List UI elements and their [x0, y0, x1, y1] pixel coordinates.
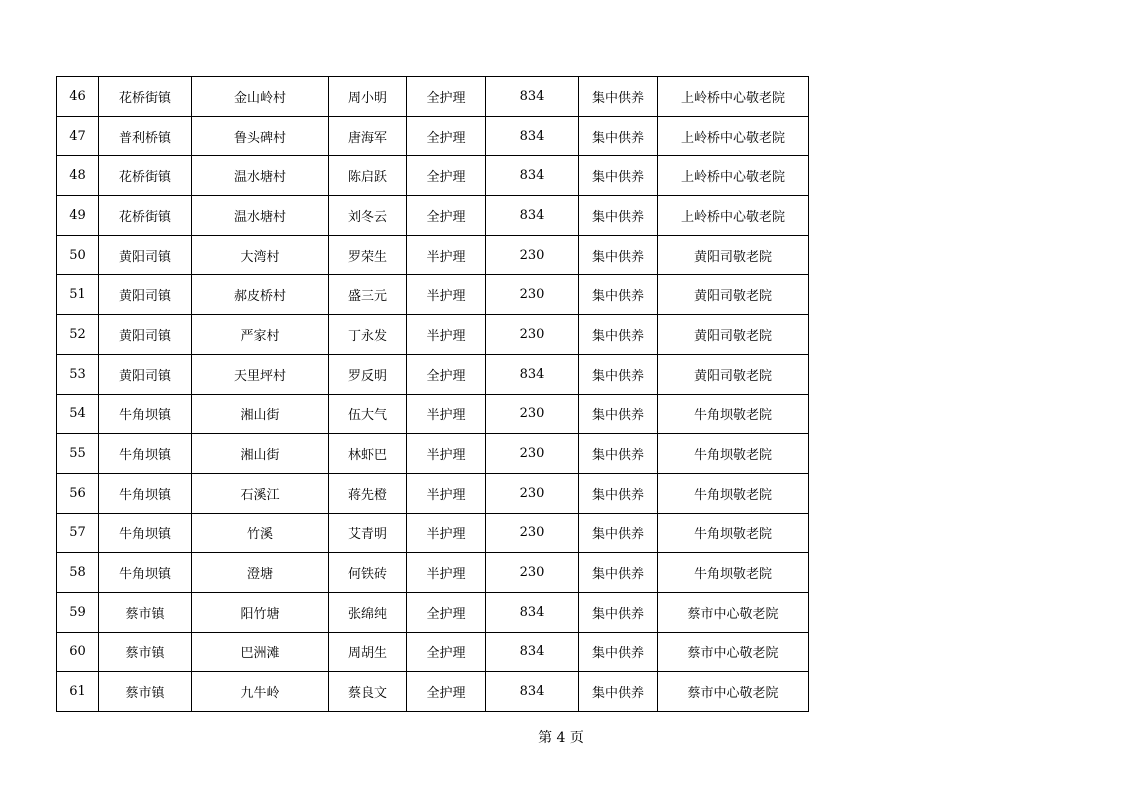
care-level-cell: 全护理	[407, 196, 486, 236]
amount-cell: 230	[486, 473, 579, 513]
town-cell: 黄阳司镇	[99, 354, 192, 394]
amount-cell: 834	[486, 672, 579, 712]
row-number-cell: 51	[57, 275, 99, 315]
nursing-home-cell: 黄阳司敬老院	[658, 315, 809, 355]
person-name-cell: 陈启跃	[329, 156, 407, 196]
town-cell: 牛角坝镇	[99, 513, 192, 553]
table-row	[57, 354, 809, 394]
page-number: 第 4 页	[538, 730, 584, 746]
row-number-cell: 46	[57, 77, 99, 117]
village-cell: 天里坪村	[192, 354, 329, 394]
care-level-cell: 全护理	[407, 632, 486, 672]
person-name-cell: 唐海军	[329, 116, 407, 156]
row-number-cell: 58	[57, 553, 99, 593]
support-type-cell: 集中供养	[579, 156, 658, 196]
care-level-cell: 半护理	[407, 513, 486, 553]
village-cell: 澄塘	[192, 553, 329, 593]
town-cell: 黄阳司镇	[99, 235, 192, 275]
care-level-cell: 半护理	[407, 553, 486, 593]
support-type-cell: 集中供养	[579, 473, 658, 513]
nursing-home-cell: 上岭桥中心敬老院	[658, 196, 809, 236]
town-cell: 牛角坝镇	[99, 553, 192, 593]
nursing-home-cell: 蔡市中心敬老院	[658, 632, 809, 672]
row-number-cell: 59	[57, 592, 99, 632]
town-cell: 普利桥镇	[99, 116, 192, 156]
nursing-home-cell: 牛角坝敬老院	[658, 434, 809, 474]
village-cell: 郝皮桥村	[192, 275, 329, 315]
town-cell: 黄阳司镇	[99, 275, 192, 315]
support-type-cell: 集中供养	[579, 394, 658, 434]
town-cell: 花桥街镇	[99, 156, 192, 196]
support-type-cell: 集中供养	[579, 235, 658, 275]
person-name-cell: 周胡生	[329, 632, 407, 672]
row-number-cell: 55	[57, 434, 99, 474]
amount-cell: 834	[486, 77, 579, 117]
nursing-home-cell: 黄阳司敬老院	[658, 275, 809, 315]
support-type-cell: 集中供养	[579, 592, 658, 632]
person-name-cell: 伍大气	[329, 394, 407, 434]
town-cell: 蔡市镇	[99, 672, 192, 712]
care-level-cell: 半护理	[407, 434, 486, 474]
nursing-home-cell: 牛角坝敬老院	[658, 394, 809, 434]
row-number-cell: 61	[57, 672, 99, 712]
table-row	[57, 156, 809, 196]
care-level-cell: 全护理	[407, 116, 486, 156]
amount-cell: 834	[486, 156, 579, 196]
nursing-home-cell: 上岭桥中心敬老院	[658, 77, 809, 117]
village-cell: 竹溪	[192, 513, 329, 553]
support-type-cell: 集中供养	[579, 354, 658, 394]
table-row	[57, 632, 809, 672]
amount-cell: 230	[486, 434, 579, 474]
row-number-cell: 52	[57, 315, 99, 355]
table-row	[57, 592, 809, 632]
amount-cell: 230	[486, 235, 579, 275]
care-level-cell: 全护理	[407, 77, 486, 117]
village-cell: 湘山街	[192, 394, 329, 434]
row-number-cell: 53	[57, 354, 99, 394]
person-name-cell: 丁永发	[329, 315, 407, 355]
care-level-cell: 半护理	[407, 473, 486, 513]
table-row	[57, 77, 809, 117]
amount-cell: 230	[486, 513, 579, 553]
row-number-cell: 47	[57, 116, 99, 156]
support-type-cell: 集中供养	[579, 116, 658, 156]
table-row	[57, 235, 809, 275]
table-row	[57, 553, 809, 593]
person-name-cell: 张绵纯	[329, 592, 407, 632]
nursing-home-cell: 牛角坝敬老院	[658, 513, 809, 553]
village-cell: 严家村	[192, 315, 329, 355]
row-number-cell: 54	[57, 394, 99, 434]
village-cell: 阳竹塘	[192, 592, 329, 632]
nursing-home-cell: 蔡市中心敬老院	[658, 672, 809, 712]
village-cell: 大湾村	[192, 235, 329, 275]
row-number-cell: 57	[57, 513, 99, 553]
village-cell: 石溪江	[192, 473, 329, 513]
town-cell: 蔡市镇	[99, 632, 192, 672]
support-type-cell: 集中供养	[579, 315, 658, 355]
amount-cell: 834	[486, 196, 579, 236]
care-level-cell: 半护理	[407, 315, 486, 355]
town-cell: 牛角坝镇	[99, 434, 192, 474]
amount-cell: 230	[486, 315, 579, 355]
support-type-cell: 集中供养	[579, 196, 658, 236]
care-level-cell: 全护理	[407, 592, 486, 632]
row-number-cell: 56	[57, 473, 99, 513]
person-name-cell: 罗荣生	[329, 235, 407, 275]
village-cell: 金山岭村	[192, 77, 329, 117]
row-number-cell: 60	[57, 632, 99, 672]
table-row	[57, 275, 809, 315]
village-cell: 鲁头碑村	[192, 116, 329, 156]
village-cell: 湘山街	[192, 434, 329, 474]
row-number-cell: 50	[57, 235, 99, 275]
support-type-cell: 集中供养	[579, 553, 658, 593]
amount-cell: 230	[486, 553, 579, 593]
table-row	[57, 434, 809, 474]
person-name-cell: 艾青明	[329, 513, 407, 553]
care-level-cell: 半护理	[407, 235, 486, 275]
row-number-cell: 48	[57, 156, 99, 196]
support-type-cell: 集中供养	[579, 513, 658, 553]
care-level-cell: 全护理	[407, 156, 486, 196]
roster-body	[57, 77, 809, 712]
care-level-cell: 半护理	[407, 394, 486, 434]
care-level-cell: 全护理	[407, 354, 486, 394]
amount-cell: 230	[486, 275, 579, 315]
nursing-home-cell: 牛角坝敬老院	[658, 553, 809, 593]
table-row	[57, 116, 809, 156]
village-cell: 温水塘村	[192, 196, 329, 236]
amount-cell: 230	[486, 394, 579, 434]
table-row	[57, 513, 809, 553]
person-name-cell: 盛三元	[329, 275, 407, 315]
person-name-cell: 周小明	[329, 77, 407, 117]
town-cell: 花桥街镇	[99, 77, 192, 117]
nursing-home-cell: 黄阳司敬老院	[658, 235, 809, 275]
town-cell: 牛角坝镇	[99, 473, 192, 513]
table-row	[57, 394, 809, 434]
town-cell: 牛角坝镇	[99, 394, 192, 434]
amount-cell: 834	[486, 632, 579, 672]
table-row	[57, 672, 809, 712]
person-name-cell: 林虾巴	[329, 434, 407, 474]
town-cell: 蔡市镇	[99, 592, 192, 632]
amount-cell: 834	[486, 354, 579, 394]
nursing-home-cell: 蔡市中心敬老院	[658, 592, 809, 632]
support-type-cell: 集中供养	[579, 434, 658, 474]
village-cell: 巴洲滩	[192, 632, 329, 672]
person-name-cell: 何铁砖	[329, 553, 407, 593]
amount-cell: 834	[486, 116, 579, 156]
roster-table	[56, 76, 809, 712]
table-row	[57, 315, 809, 355]
support-type-cell: 集中供养	[579, 275, 658, 315]
town-cell: 黄阳司镇	[99, 315, 192, 355]
support-type-cell: 集中供养	[579, 77, 658, 117]
support-type-cell: 集中供养	[579, 672, 658, 712]
person-name-cell: 刘冬云	[329, 196, 407, 236]
nursing-home-cell: 上岭桥中心敬老院	[658, 156, 809, 196]
amount-cell: 834	[486, 592, 579, 632]
person-name-cell: 蒋先橙	[329, 473, 407, 513]
care-level-cell: 半护理	[407, 275, 486, 315]
support-type-cell: 集中供养	[579, 632, 658, 672]
table-row	[57, 196, 809, 236]
village-cell: 九牛岭	[192, 672, 329, 712]
person-name-cell: 罗反明	[329, 354, 407, 394]
nursing-home-cell: 上岭桥中心敬老院	[658, 116, 809, 156]
row-number-cell: 49	[57, 196, 99, 236]
town-cell: 花桥街镇	[99, 196, 192, 236]
care-level-cell: 全护理	[407, 672, 486, 712]
table-row	[57, 473, 809, 513]
person-name-cell: 蔡良文	[329, 672, 407, 712]
village-cell: 温水塘村	[192, 156, 329, 196]
nursing-home-cell: 黄阳司敬老院	[658, 354, 809, 394]
nursing-home-cell: 牛角坝敬老院	[658, 473, 809, 513]
